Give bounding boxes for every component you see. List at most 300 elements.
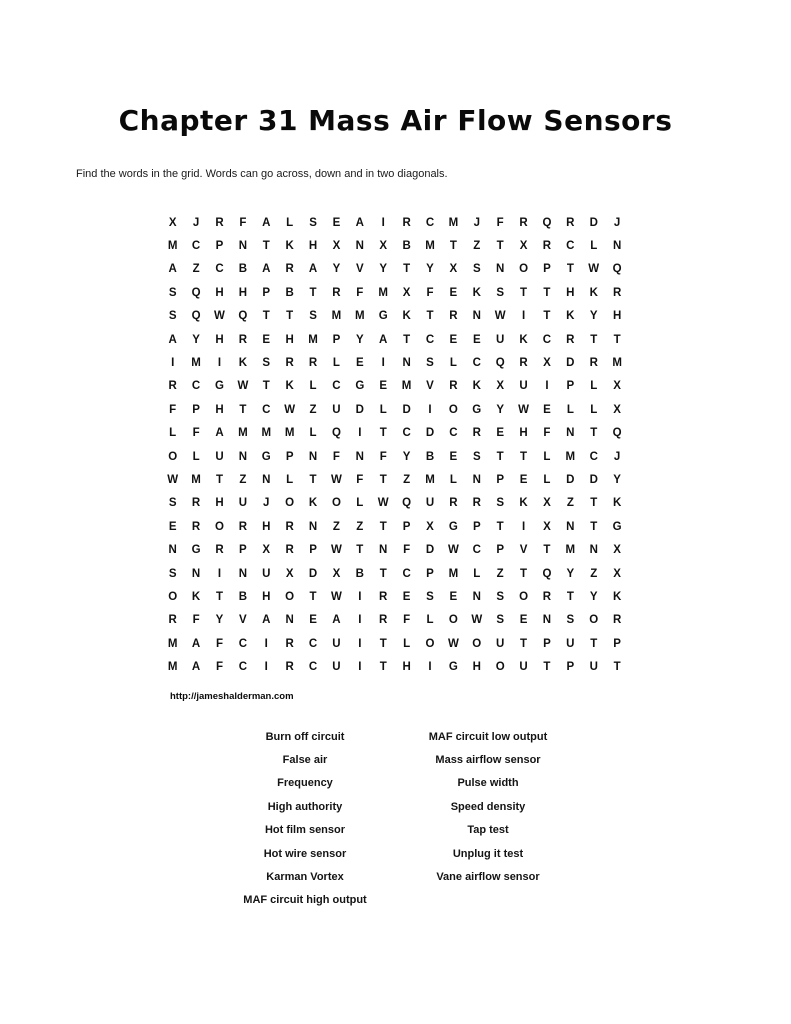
grid-cell: K: [238, 357, 248, 370]
grid-cell: A: [168, 333, 177, 346]
grid-cell: K: [519, 333, 528, 346]
grid-cell: L: [426, 614, 434, 627]
grid-cell: Y: [332, 263, 341, 276]
grid-cell: T: [262, 240, 270, 253]
grid-cell: C: [332, 380, 341, 393]
grid-cell: R: [449, 310, 458, 323]
grid-cell: Q: [238, 310, 248, 323]
grid-cell: Q: [612, 427, 622, 440]
grid-cell: Z: [496, 567, 504, 580]
grid-cell: P: [566, 380, 575, 393]
grid-cell: Q: [191, 310, 201, 323]
grid-cell: R: [285, 637, 294, 650]
page-title: Chapter 31 Mass Air Flow Sensors: [118, 104, 673, 137]
grid-cell: T: [520, 637, 528, 650]
grid-cell: D: [355, 403, 364, 416]
grid-cell: I: [381, 216, 385, 229]
grid-cell: Y: [496, 403, 504, 416]
grid-cell: R: [168, 614, 177, 627]
grid-cell: T: [286, 310, 294, 323]
grid-cell: Y: [566, 567, 575, 580]
grid-cell: M: [331, 310, 342, 323]
word-item: MAF circuit low output: [428, 730, 548, 743]
word-item: Burn off circuit: [265, 730, 345, 743]
grid-cell: L: [332, 357, 340, 370]
grid-cell: M: [565, 544, 576, 557]
word-item: Frequency: [277, 777, 333, 790]
grid-cell: I: [381, 357, 385, 370]
grid-cell: R: [285, 263, 294, 276]
grid-cell: L: [543, 450, 551, 463]
grid-cell: F: [215, 637, 223, 650]
grid-cell: Z: [192, 263, 200, 276]
grid-cell: T: [520, 450, 528, 463]
word-item: False air: [282, 754, 328, 767]
grid-cell: L: [192, 450, 200, 463]
word-item: Unplug it test: [452, 847, 524, 860]
grid-cell: E: [402, 590, 411, 603]
grid-cell: T: [379, 520, 387, 533]
grid-cell: J: [263, 497, 270, 510]
grid-cell: M: [448, 216, 459, 229]
grid-cell: T: [239, 403, 247, 416]
grid-cell: W: [284, 403, 296, 416]
grid-cell: J: [613, 450, 621, 463]
grid-cell: Q: [542, 567, 552, 580]
grid-cell: O: [285, 590, 295, 603]
grid-cell: C: [472, 544, 481, 557]
grid-cell: S: [426, 590, 434, 603]
grid-cell: I: [428, 661, 432, 674]
grid-cell: D: [566, 357, 575, 370]
grid-cell: E: [449, 450, 458, 463]
grid-cell: H: [215, 333, 224, 346]
grid-cell: S: [426, 357, 434, 370]
grid-cell: A: [215, 427, 224, 440]
grid-cell: R: [542, 240, 552, 253]
grid-cell: T: [309, 590, 317, 603]
grid-cell: C: [402, 567, 411, 580]
grid-cell: D: [402, 403, 411, 416]
grid-cell: I: [545, 380, 549, 393]
grid-cell: D: [589, 216, 598, 229]
grid-cell: G: [261, 450, 271, 463]
grid-cell: F: [403, 544, 411, 557]
grid-cell: X: [613, 403, 621, 416]
grid-cell: L: [590, 403, 598, 416]
grid-cell: P: [613, 637, 621, 650]
grid-cell: X: [285, 567, 294, 580]
grid-cell: R: [238, 520, 248, 533]
grid-cell: Y: [613, 473, 621, 486]
grid-cell: V: [355, 263, 364, 276]
grid-cell: F: [426, 286, 434, 299]
grid-cell: L: [356, 497, 364, 510]
grid-cell: F: [379, 450, 387, 463]
word-item: MAF circuit high output: [243, 894, 367, 907]
grid-cell: P: [192, 403, 200, 416]
grid-cell: H: [215, 286, 224, 299]
grid-cell: W: [331, 590, 342, 603]
grid-cell: R: [379, 614, 388, 627]
grid-cell: A: [191, 661, 201, 674]
grid-cell: M: [448, 567, 459, 580]
grid-cell: C: [191, 380, 201, 393]
grid-cell: Y: [402, 450, 411, 463]
grid-cell: C: [238, 637, 248, 650]
grid-cell: X: [262, 544, 271, 557]
grid-cell: E: [472, 333, 481, 346]
grid-cell: T: [215, 590, 223, 603]
grid-cell: V: [239, 614, 247, 627]
word-grid: [161, 211, 629, 679]
grid-cell: T: [543, 661, 551, 674]
word-list-right: [388, 725, 588, 889]
grid-cell: P: [309, 544, 317, 557]
grid-cell: X: [496, 380, 504, 393]
grid-cell: R: [589, 357, 598, 370]
grid-cell: P: [426, 567, 434, 580]
word-item: Hot film sensor: [264, 824, 346, 837]
grid-cell: I: [358, 661, 362, 674]
grid-cell: J: [192, 216, 200, 229]
grid-cell: K: [191, 590, 201, 603]
grid-cell: B: [238, 263, 248, 276]
grid-cell: K: [612, 497, 622, 510]
grid-cell: H: [238, 286, 248, 299]
grid-cell: M: [167, 637, 178, 650]
grid-cell: X: [426, 520, 434, 533]
grid-cell: H: [566, 286, 575, 299]
grid-cell: X: [543, 357, 551, 370]
grid-cell: S: [168, 567, 177, 580]
grid-cell: T: [379, 473, 387, 486]
grid-cell: T: [496, 450, 504, 463]
grid-cell: Y: [192, 333, 200, 346]
grid-cell: C: [449, 427, 458, 440]
grid-cell: K: [308, 497, 318, 510]
grid-cell: I: [264, 637, 268, 650]
grid-cell: R: [542, 590, 552, 603]
grid-cell: S: [496, 286, 504, 299]
grid-cell: C: [191, 240, 201, 253]
grid-cell: W: [447, 637, 459, 650]
grid-cell: O: [519, 590, 529, 603]
grid-cell: T: [543, 286, 551, 299]
grid-cell: U: [519, 661, 528, 674]
grid-cell: M: [565, 450, 576, 463]
grid-cell: D: [589, 473, 598, 486]
grid-cell: E: [449, 590, 458, 603]
grid-cell: B: [238, 590, 248, 603]
grid-cell: C: [215, 263, 224, 276]
grid-cell: U: [332, 637, 341, 650]
grid-cell: R: [449, 380, 458, 393]
grid-cell: N: [191, 567, 201, 580]
grid-cell: E: [543, 403, 551, 416]
grid-cell: E: [379, 380, 388, 393]
grid-cell: X: [449, 263, 458, 276]
grid-cell: R: [472, 497, 481, 510]
grid-cell: T: [520, 567, 528, 580]
grid-cell: I: [358, 637, 362, 650]
grid-cell: O: [519, 263, 529, 276]
grid-cell: J: [473, 216, 480, 229]
grid-cell: N: [355, 240, 364, 253]
grid-cell: B: [425, 450, 435, 463]
grid-cell: R: [566, 216, 575, 229]
grid-cell: O: [448, 614, 458, 627]
grid-cell: E: [262, 333, 271, 346]
grid-cell: K: [472, 286, 481, 299]
grid-cell: D: [566, 473, 575, 486]
word-item: Karman Vortex: [266, 871, 344, 884]
grid-cell: E: [519, 473, 528, 486]
grid-cell: T: [379, 637, 387, 650]
grid-cell: H: [519, 427, 528, 440]
grid-cell: Z: [590, 567, 598, 580]
grid-cell: R: [215, 544, 224, 557]
grid-cell: C: [542, 333, 552, 346]
grid-cell: R: [191, 497, 201, 510]
grid-cell: T: [613, 661, 621, 674]
grid-cell: C: [238, 661, 248, 674]
grid-cell: F: [496, 216, 504, 229]
grid-cell: S: [472, 450, 481, 463]
grid-cell: X: [402, 286, 411, 299]
grid-cell: L: [379, 403, 387, 416]
grid-cell: N: [355, 450, 364, 463]
grid-cell: C: [308, 661, 318, 674]
grid-cell: B: [285, 286, 294, 299]
grid-cell: H: [215, 497, 224, 510]
site-url[interactable]: http://jameshalderman.com: [170, 691, 294, 702]
grid-cell: R: [472, 427, 481, 440]
grid-cell: C: [402, 427, 411, 440]
grid-cell: K: [472, 380, 481, 393]
grid-cell: C: [308, 637, 318, 650]
grid-cell: E: [309, 614, 317, 627]
grid-cell: S: [496, 590, 504, 603]
grid-cell: T: [426, 310, 434, 323]
grid-cell: R: [402, 216, 411, 229]
grid-cell: D: [425, 544, 435, 557]
grid-cell: E: [168, 520, 177, 533]
grid-cell: R: [612, 614, 622, 627]
grid-cell: Z: [403, 473, 411, 486]
grid-cell: A: [332, 614, 341, 627]
grid-cell: R: [215, 216, 224, 229]
grid-cell: X: [332, 240, 341, 253]
grid-cell: C: [472, 357, 481, 370]
grid-cell: N: [566, 427, 575, 440]
grid-cell: F: [356, 473, 364, 486]
grid-cell: T: [379, 427, 387, 440]
grid-cell: Z: [332, 520, 340, 533]
grid-cell: O: [168, 590, 178, 603]
grid-cell: N: [472, 473, 481, 486]
word-item: Pulse width: [457, 777, 519, 790]
word-list-left: [205, 725, 405, 912]
grid-cell: P: [285, 450, 294, 463]
grid-cell: H: [262, 520, 271, 533]
grid-cell: W: [167, 473, 179, 486]
grid-cell: Z: [239, 473, 247, 486]
grid-cell: P: [239, 544, 247, 557]
grid-cell: O: [215, 520, 224, 533]
grid-cell: N: [566, 520, 575, 533]
grid-cell: M: [425, 240, 435, 253]
grid-cell: X: [379, 240, 388, 253]
grid-cell: R: [449, 497, 458, 510]
grid-cell: P: [215, 240, 224, 253]
grid-cell: U: [519, 380, 528, 393]
grid-cell: F: [356, 286, 364, 299]
grid-cell: R: [308, 357, 318, 370]
grid-cell: W: [471, 614, 483, 627]
grid-cell: T: [590, 497, 598, 510]
word-item: Tap test: [467, 824, 509, 837]
grid-cell: T: [566, 263, 574, 276]
grid-cell: N: [285, 614, 294, 627]
grid-cell: R: [332, 286, 341, 299]
grid-cell: U: [566, 637, 575, 650]
grid-cell: K: [612, 590, 622, 603]
grid-cell: Y: [589, 310, 598, 323]
grid-cell: O: [472, 637, 482, 650]
word-item: Vane airflow sensor: [436, 871, 540, 884]
grid-cell: T: [379, 661, 387, 674]
grid-cell: F: [239, 216, 247, 229]
grid-cell: T: [520, 286, 528, 299]
grid-cell: R: [285, 661, 294, 674]
grid-cell: I: [171, 357, 175, 370]
grid-cell: F: [215, 661, 223, 674]
grid-cell: K: [566, 310, 575, 323]
grid-cell: I: [358, 614, 362, 627]
grid-cell: M: [191, 357, 201, 370]
grid-cell: O: [168, 450, 178, 463]
grid-cell: P: [543, 263, 551, 276]
grid-cell: G: [472, 403, 482, 416]
grid-cell: I: [428, 403, 432, 416]
grid-cell: A: [379, 333, 388, 346]
grid-cell: K: [519, 497, 528, 510]
grid-cell: M: [612, 357, 622, 370]
grid-cell: M: [167, 661, 178, 674]
grid-cell: P: [332, 333, 341, 346]
grid-cell: G: [355, 380, 365, 393]
grid-cell: N: [238, 240, 248, 253]
grid-cell: P: [496, 544, 504, 557]
grid-cell: M: [308, 333, 318, 346]
grid-cell: I: [217, 567, 222, 580]
grid-cell: H: [402, 661, 411, 674]
grid-cell: X: [613, 544, 621, 557]
grid-cell: I: [358, 590, 362, 603]
grid-cell: M: [401, 380, 412, 393]
grid-cell: R: [612, 286, 622, 299]
grid-cell: Q: [191, 286, 201, 299]
grid-cell: F: [192, 427, 200, 440]
grid-cell: T: [262, 310, 270, 323]
grid-cell: K: [285, 380, 294, 393]
grid-cell: O: [448, 403, 458, 416]
grid-cell: R: [238, 333, 248, 346]
grid-cell: M: [167, 240, 178, 253]
grid-cell: C: [425, 216, 435, 229]
grid-cell: S: [472, 263, 481, 276]
grid-cell: Q: [331, 427, 341, 440]
grid-cell: C: [566, 240, 575, 253]
grid-cell: N: [472, 590, 481, 603]
grid-cell: E: [449, 333, 458, 346]
grid-cell: S: [168, 497, 177, 510]
grid-cell: N: [308, 520, 318, 533]
grid-cell: H: [612, 310, 622, 323]
grid-cell: L: [286, 473, 294, 486]
grid-cell: U: [589, 661, 598, 674]
grid-cell: T: [215, 473, 223, 486]
grid-cell: R: [168, 380, 177, 393]
grid-cell: N: [238, 450, 248, 463]
grid-cell: U: [262, 567, 271, 580]
grid-cell: N: [379, 544, 388, 557]
grid-cell: Y: [379, 263, 388, 276]
grid-cell: T: [403, 333, 411, 346]
grid-cell: H: [308, 240, 318, 253]
grid-cell: W: [331, 473, 342, 486]
grid-cell: N: [589, 544, 598, 557]
grid-cell: U: [238, 497, 248, 510]
grid-cell: L: [169, 427, 177, 440]
grid-cell: E: [449, 286, 458, 299]
grid-cell: K: [402, 310, 411, 323]
grid-cell: G: [215, 380, 224, 393]
grid-cell: Q: [495, 357, 505, 370]
grid-cell: A: [355, 216, 364, 229]
grid-cell: V: [426, 380, 434, 393]
grid-cell: L: [449, 473, 457, 486]
grid-cell: I: [521, 520, 526, 533]
grid-cell: T: [543, 544, 551, 557]
grid-cell: U: [215, 450, 224, 463]
grid-cell: A: [262, 263, 271, 276]
grid-cell: M: [378, 286, 388, 299]
grid-cell: A: [191, 637, 201, 650]
grid-cell: T: [543, 310, 551, 323]
grid-cell: U: [496, 333, 505, 346]
grid-cell: W: [237, 380, 249, 393]
grid-cell: C: [262, 403, 271, 416]
grid-cell: P: [402, 520, 411, 533]
grid-cell: O: [495, 661, 505, 674]
grid-cell: U: [332, 661, 341, 674]
grid-cell: T: [590, 520, 598, 533]
grid-cell: L: [590, 380, 598, 393]
grid-cell: N: [168, 544, 177, 557]
grid-cell: M: [355, 310, 365, 323]
grid-cell: N: [238, 567, 248, 580]
grid-cell: Q: [612, 263, 622, 276]
grid-cell: Y: [355, 333, 364, 346]
grid-cell: G: [612, 520, 622, 533]
grid-cell: Q: [542, 216, 552, 229]
grid-cell: I: [217, 357, 222, 370]
grid-cell: R: [566, 333, 575, 346]
grid-cell: S: [566, 614, 575, 627]
grid-cell: M: [261, 427, 272, 440]
